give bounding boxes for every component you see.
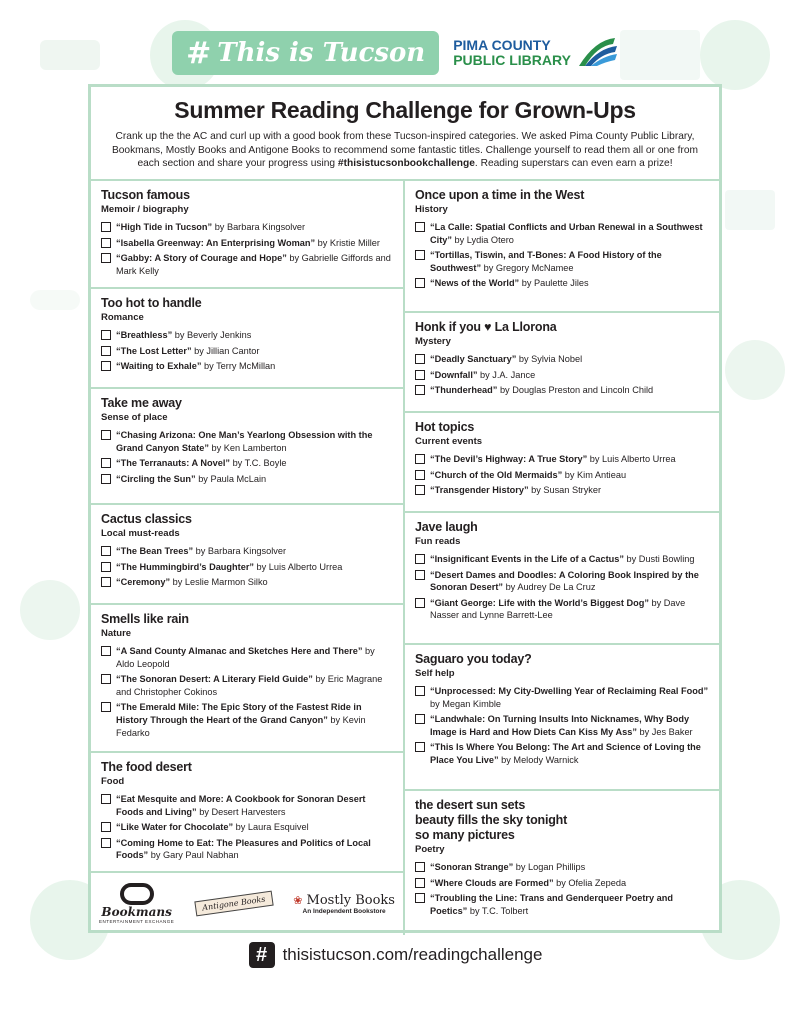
book-text [430,221,709,246]
book-text [116,237,380,250]
book-text [116,793,393,818]
book-checkbox[interactable] [101,838,111,848]
book-author: by Jes Baker [636,726,693,737]
book-checkbox[interactable] [415,742,425,752]
book-title: “Breathless” [116,330,173,340]
book-item [415,277,709,290]
book-text [116,473,266,486]
book-checkbox[interactable] [101,430,111,440]
book-checkbox[interactable] [101,646,111,656]
book-title: “Ceremony” [116,577,171,588]
book-author: by Logan Phillips [513,862,586,872]
book-item [415,741,709,766]
book-title: “The Terranauts: A Novel” [116,458,231,469]
category-section [405,645,719,791]
book-item [415,861,709,874]
intro-text [91,124,719,171]
book-text [430,892,709,917]
book-text [116,837,393,862]
book-item [101,457,393,470]
category-title: Once upon a time in the West [415,188,585,202]
book-title: “This Is Where You Belong: The Art and Science of Loving the Place You Live” [430,742,701,765]
book-text [116,701,393,739]
book-checkbox[interactable] [101,702,111,712]
book-author: by Jillian Cantor [191,345,260,356]
book-title: “News of the World” [430,278,520,289]
book-checkbox[interactable] [101,222,111,232]
book-item [101,576,393,589]
book-checkbox[interactable] [415,893,425,903]
book-text [116,576,268,589]
categories-grid [91,179,719,935]
book-title: “La Calle: Spatial Conflicts and Urban Renewal in a Southwest City” [430,222,703,245]
book-text [430,484,601,497]
book-author: by Kristie Miller [315,237,380,248]
book-item [415,569,709,594]
book-item [415,553,709,566]
book-author: by Leslie Marmon Silko [170,577,268,588]
category-section [91,753,403,873]
this-is-tucson-logo [172,31,439,75]
book-checkbox[interactable] [415,278,425,288]
book-text [430,469,626,482]
book-title: “Transgender History” [430,485,529,496]
book-author: by Sylvia Nobel [516,354,583,364]
category-subtitle: Memoir / biography [101,204,189,215]
book-title: “Insignificant Events in the Life of a Cactus” [430,554,624,564]
book-title: “The Sonoran Desert: A Literary Field Guide” [116,674,313,685]
category-section [91,505,403,605]
book-text [116,645,393,670]
book-checkbox[interactable] [415,878,425,888]
book-checkbox[interactable] [101,822,111,832]
book-item [415,469,709,482]
book-author: by T.C. Boyle [230,458,287,469]
book-item [101,473,393,486]
pima-library-logo [453,36,619,70]
book-title: “Where Clouds are Formed” [430,877,554,888]
book-text [430,877,626,890]
book-item [101,821,393,834]
category-section [91,289,403,389]
book-title: “The Devil’s Highway: A True Story” [430,454,588,464]
category-title: Hot topics [415,420,475,434]
book-text [116,457,287,470]
book-title: “Eat Mesquite and More: A Cookbook for Sonoran Desert Foods and Living” [116,794,366,817]
book-title: “The Lost Letter” [116,345,192,356]
category-section [91,605,403,753]
book-text [116,545,286,558]
book-checkbox[interactable] [101,330,111,340]
book-author: by Kim Antieau [562,469,627,480]
category-subtitle: History [415,204,448,215]
succulent-decor [725,340,785,400]
category-section [91,181,403,289]
book-text [116,673,393,698]
footer-url: thisistucson.com/readingchallenge [282,945,543,964]
book-item [101,329,393,342]
book-author: by Susan Stryker [528,485,602,496]
book-checkbox[interactable] [101,794,111,804]
book-checkbox[interactable] [415,598,425,608]
category-subtitle: Self help [415,668,455,679]
book-checkbox[interactable] [101,546,111,556]
book-item [101,237,393,250]
book-author: by Eric Magrane and Christopher Cokinos [116,674,383,697]
category-title: The food desert [101,760,192,774]
book-author: by Gabrielle Giffords and Mark Kelly [116,253,391,276]
bookmans-logo [99,883,174,924]
category-subtitle: Romance [101,312,144,323]
book-item [415,713,709,738]
hashtag-icon: # [186,35,212,71]
book-author: by Douglas Preston and Lincoln Child [497,385,654,396]
book-author: by Aldo Leopold [116,646,375,669]
book-checkbox[interactable] [415,485,425,495]
book-checkbox[interactable] [101,474,111,484]
book-author: by Laura Esquivel [233,822,309,833]
header [0,28,791,78]
mostly-name-row [293,893,395,908]
library-logo-text [453,38,571,68]
book-text [430,861,585,874]
book-title: “Gabby: A Story of Courage and Hope” [116,253,287,264]
book-checkbox[interactable] [415,250,425,260]
category-title: Saguaro you today? [415,652,532,666]
category-title: Smells like rain [101,612,189,626]
category-subtitle: Sense of place [101,412,168,423]
category-title: the desert sun sets [415,798,526,812]
book-text [430,553,694,566]
book-title: “Chasing Arizona: One Man’s Yearlong Obsession with the Grand Canyon State” [116,430,373,453]
book-checkbox[interactable] [415,570,425,580]
category-subtitle: Food [101,776,125,787]
intro-after: . Reading superstars can even earn a prize! [474,158,673,169]
book-checkbox[interactable] [101,361,111,371]
category-title: Too hot to handle [101,296,202,310]
book-title: “Tortillas, Tiswin, and T-Bones: A Food History of the Southwest” [430,250,662,273]
book-item [101,793,393,818]
book-author: by Paula McLain [195,473,267,484]
succulent-decor [20,580,80,640]
book-title: “The Emerald Mile: The Epic Story of the Fastest Ride in History Through the Heart of the Grand Canyon” [116,702,362,725]
book-text [116,221,305,234]
category-title: so many pictures [415,828,515,842]
book-title: “The Hummingbird’s Daughter” [116,561,254,572]
mostly-name: Mostly Books [306,892,395,908]
category-subtitle: Mystery [415,336,451,347]
challenge-card [88,84,722,933]
book-title: “Giant George: Life with the World’s Biggest Dog” [430,597,649,608]
book-author: by Megan Kimble [430,698,501,709]
book-title: “The Bean Trees” [116,546,194,556]
book-item [101,221,393,234]
book-author: by J.A. Jance [477,369,536,380]
book-item [101,645,393,670]
book-text [116,345,259,358]
bookmans-name: Bookmans [101,905,172,920]
category-title: Tucson famous [101,188,190,202]
glasses-decor [30,290,80,310]
intro-hashtag: #thisistucsonbookchallenge [337,158,475,169]
mostly-books-logo [293,893,395,915]
book-item [415,685,709,710]
book-title: “Like Water for Chocolate” [116,822,234,833]
book-checkbox[interactable] [415,554,425,564]
book-text [116,360,275,373]
book-checkbox[interactable] [415,714,425,724]
book-author: by Melody Warnick [498,754,579,765]
category-title: Take me away [101,396,182,410]
sponsors-bar [91,873,403,935]
category-section [405,181,719,313]
book-text [116,329,251,342]
book-author: by Ken Lamberton [208,442,287,453]
book-title: “Coming Home to Eat: The Pleasures and Politics of Local Foods” [116,837,371,861]
category-title: Cactus classics [101,512,192,526]
book-text [430,741,709,766]
book-author: by Gregory McNamee [481,262,574,273]
book-author: by Barbara Kingsolver [212,222,306,232]
book-title: “Desert Dames and Doodles: A Coloring Book Inspired by the Sonoran Desert” [430,569,699,593]
book-text [116,252,393,277]
book-item [415,453,709,466]
book-title: “Sonoran Strange” [430,862,514,872]
category-title: Jave laugh [415,520,478,534]
book-checkbox[interactable] [415,385,425,395]
book-checkbox[interactable] [101,238,111,248]
book-title: “A Sand County Almanac and Sketches Here and There” [116,646,363,656]
book-author: by Desert Harvesters [196,806,286,817]
bookmans-loop-icon [120,883,154,905]
book-checkbox[interactable] [415,222,425,232]
category-section [405,791,719,926]
book-author: by Kevin Fedarko [116,714,366,738]
book-item [101,545,393,558]
book-author: by Paulette Jiles [519,278,589,289]
category-subtitle: Local must-reads [101,528,180,539]
book-author: by Ofelia Zepeda [553,877,627,888]
category-section [91,389,403,505]
book-item [101,673,393,698]
book-item [101,561,393,574]
book-text [430,597,709,622]
category-title: Honk if you ♥ La Llorona [415,320,557,334]
book-author: by T.C. Tolbert [467,905,529,916]
intro-before: Crank up the the AC and curl up with a good book from these Tucson-inspired categories. We asked Pima County Public Library, Bookmans, Mostly Books and Antigone Books to recommend some fantastic titles. Challenge yourself to read them all or one from each section and share your progress using [111,131,699,169]
category-title: beauty fills the sky tonight [415,813,568,827]
left-column [91,181,405,935]
book-checkbox[interactable] [415,454,425,464]
book-text [430,384,653,397]
book-item [415,384,709,397]
book-text [430,453,676,466]
book-item [415,484,709,497]
bookmans-sub: ENTERTAINMENT EXCHANGE [99,919,175,925]
book-item [101,252,393,277]
category-subtitle: Nature [101,628,132,639]
book-checkbox[interactable] [101,562,111,572]
book-author: by Beverly Jenkins [172,330,252,340]
page-title: Summer Reading Challenge for Grown-Ups [174,97,636,123]
book-text [430,249,709,274]
book-checkbox[interactable] [101,674,111,684]
book-text [116,561,342,574]
book-author: by Luis Alberto Urrea [587,454,676,464]
book-author: by Lydia Otero [451,234,514,245]
book-item [101,345,393,358]
book-item [101,701,393,739]
book-title: “Deadly Sanctuary” [430,354,517,364]
book-author: by Terry McMillan [201,361,276,372]
book-title: “Waiting to Exhale” [116,361,202,372]
mostly-sub: An Independent Bookstore [302,907,386,915]
book-author: by Luis Alberto Urrea [254,561,343,572]
book-item [415,221,709,246]
category-section [405,513,719,645]
right-column [405,181,719,935]
book-text [116,821,309,834]
book-checkbox[interactable] [415,862,425,872]
category-subtitle: Fun reads [415,536,461,547]
book-title: “Troubling the Line: Trans and Genderqueer Poetry and Poetics” [430,893,673,916]
category-subtitle: Poetry [415,844,445,855]
book-author: by Barbara Kingsolver [193,546,287,556]
book-author: by Dave Nasser and Lynne Barrett-Lee [430,597,686,621]
book-item [101,360,393,373]
book-title: “Isabella Greenway: An Enterprising Woman” [116,237,316,248]
category-section [405,413,719,513]
book-item [415,249,709,274]
book-item [415,892,709,917]
book-checkbox[interactable] [415,354,425,364]
book-author: by Dusti Bowling [624,554,695,564]
tucson-logo-text: This is Tucson [217,38,426,68]
footer [0,940,791,970]
book-item [415,597,709,622]
book-title: “Circling the Sun” [116,473,196,484]
library-book-icon [575,36,619,70]
book-checkbox[interactable] [101,346,111,356]
book-title: “Thunderhead” [430,385,498,396]
book-author: by Gary Paul Nabhan [148,850,239,861]
book-checkbox[interactable] [101,458,111,468]
book-text [430,569,709,594]
book-author: by Audrey De La Cruz [503,582,596,593]
book-item [101,837,393,862]
book-text [430,353,582,366]
book-item [415,353,709,366]
book-title: “Church of the Old Mermaids” [430,469,563,480]
book-title: “High Tide in Tucson” [116,222,213,232]
book-item [415,877,709,890]
category-section [405,313,719,413]
book-checkbox[interactable] [101,253,111,263]
book-checkbox[interactable] [415,370,425,380]
book-decor [725,190,775,230]
book-title: “Unprocessed: My City-Dwelling Year of Reclaiming Real Food” [430,686,709,696]
book-text [116,429,393,454]
library-line-2: PUBLIC LIBRARY [453,52,571,68]
book-text [430,277,589,290]
mostly-books-icon: ❀ [293,893,303,907]
category-subtitle: Current events [415,436,483,447]
book-checkbox[interactable] [415,686,425,696]
book-text [430,369,535,382]
book-text [430,685,709,710]
book-title: “Landwhale: On Turning Insults Into Nicknames, Why Body Image is Hard and How Diets Can Kiss My Ass” [430,714,690,737]
library-line-1: PIMA COUNTY [453,37,551,53]
book-item [415,369,709,382]
hashtag-icon: # [249,942,275,968]
antigone-logo: Antigone Books [194,891,273,917]
book-text [430,713,709,738]
book-checkbox[interactable] [101,577,111,587]
book-checkbox[interactable] [415,470,425,480]
book-title: “Downfall” [430,369,478,380]
book-item [101,429,393,454]
